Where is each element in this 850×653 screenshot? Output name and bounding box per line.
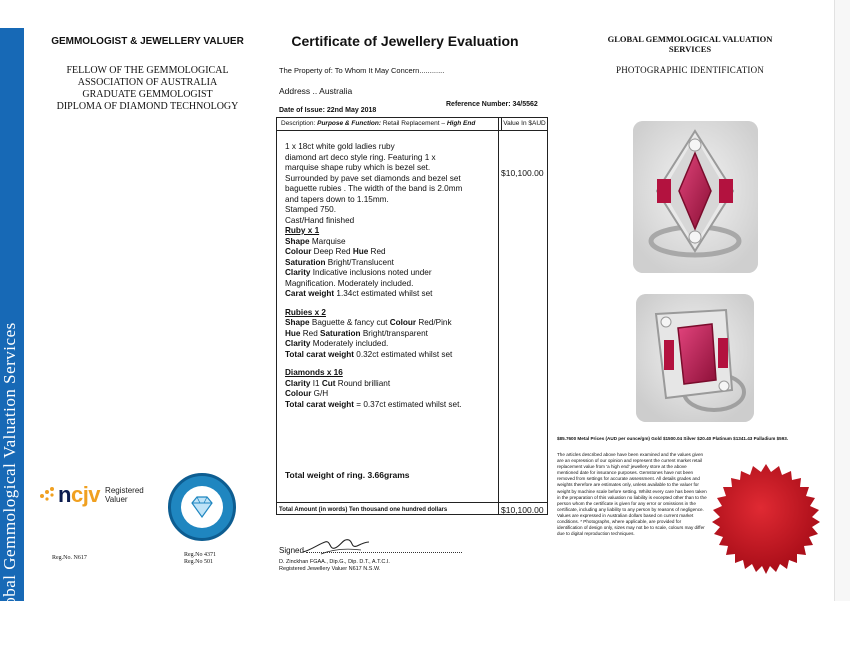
disclaimer-text: The articles described above have been examined and the values given are an expression of our opinion and represent the current market retail replacement value from 'a high end' jewellery store at the above mentioned date for insurance purposes. Gemstones have not been removed from settings for accurate assessment. All details grades and weights therefore are estimates only, unless available to the valuer for weight by machine scale before setting. Whilst every care has been taken in the preparation of this valuation no liability is excepted other than to the person whom the certificate is given for any error or omissions in the certificate, including any liability to any person by reasons of negligence. Values are expressed in Australian dollars based on current market conditions. * Photographs, where applicable, are provided for identification of design only, sizes may not be to scale, colours may differ due to digital reproduction techniques.: [557, 452, 707, 537]
signature-line: [279, 546, 462, 555]
metal-prices: $85.7600 Metal Prices (AUD per ounce/gm) Gold $1500.04 Silver $20.40 Platinum $1341.43 Palladium $593.: [557, 436, 789, 441]
column-divider: [498, 118, 499, 514]
ruby-clarity-cont: Magnification. Moderately included.: [285, 278, 414, 288]
ncjv-n: n: [58, 482, 71, 507]
company-title-line: SERVICES: [668, 44, 712, 54]
ring-side-view-image: [636, 294, 754, 422]
reg-no-right: [184, 552, 216, 566]
desc-line: 1 x 18ct white gold ladies ruby: [285, 142, 395, 151]
signed-label: Signed: [279, 546, 304, 555]
spacer: [285, 360, 497, 368]
signer-line: Registered Jewellery Valuer N617 N.S.W.: [279, 566, 381, 572]
property-line: The Property of: To Whom It May Concern............: [279, 66, 445, 75]
total-row: [277, 502, 547, 517]
sidebar-band: [0, 28, 24, 624]
diamonds-carat: Total carat weight = 0.37ct estimated whilst set.: [285, 399, 462, 409]
total-in-words: Total Amount (in words) Ten thousand one hundred dollars: [279, 507, 448, 513]
rubies-carat: Total carat weight 0.32ct estimated whilst set: [285, 349, 453, 359]
item-description: [285, 142, 497, 410]
ncjv-cjv: cjv: [70, 482, 101, 507]
total-ring-weight: Total weight of ring. 3.66grams: [285, 470, 410, 480]
desc-line: diamond art deco style ring. Featuring 1 x: [285, 152, 436, 162]
next-page-edge: [834, 0, 850, 601]
signer-details: [279, 559, 390, 573]
ncjv-subtitle: [105, 486, 144, 504]
total-value: $10,100.00: [501, 505, 544, 515]
spacer: [285, 300, 497, 308]
ring-photo-side: [636, 294, 754, 422]
ruby-shape: Shape Marquise: [285, 236, 346, 246]
header-value: Value In $AUD: [501, 118, 547, 130]
ncjv-sub-line: Registered: [105, 486, 144, 495]
company-title: [594, 34, 786, 54]
date-of-issue: Date of Issue: 22nd May 2018: [279, 107, 377, 114]
reg-no-left: Reg.No. N617: [52, 555, 87, 561]
company-title-line: GLOBAL GEMMOLOGICAL VALUATION: [607, 34, 773, 44]
valuer-panel: [40, 36, 255, 113]
red-wax-seal: [707, 460, 825, 578]
signer-line: D. Zinckhan FGAA., Dip.G., Dip. D.T., A.T.C.I.: [279, 559, 390, 565]
photographic-id-heading: PHOTOGRAPHIC IDENTIFICATION: [616, 65, 764, 75]
rubies-hue: Hue Red Saturation Bright/transparent: [285, 328, 428, 338]
ruby-saturation: Saturation Bright/Translucent: [285, 257, 394, 267]
desc-line: Stamped 750.: [285, 205, 336, 214]
rubies-shape: Shape Baguette & fancy cut Colour Red/Pink: [285, 318, 452, 327]
diamonds-colour: Colour G/H: [285, 389, 329, 398]
ncjv-wordmark: [58, 482, 100, 508]
ncjv-sub-line: Valuer: [105, 495, 128, 504]
valuer-title: GEMMOLOGIST & JEWELLERY VALUER: [51, 36, 244, 47]
reference-number: Reference Number: 34/5562: [446, 101, 538, 108]
address-line: Address .. Australia: [279, 86, 353, 96]
desc-line: Cast/Hand finished: [285, 215, 355, 225]
credential-line: DIPLOMA OF DIAMOND TECHNOLOGY: [56, 101, 239, 112]
diamond-icon: [187, 495, 217, 519]
ruby-clarity: Clarity Indicative inclusions noted under: [285, 268, 432, 277]
sidebar-text: Global Gemmological Valuation Services: [0, 322, 19, 624]
diamonds-heading: Diamonds x 16: [285, 368, 343, 377]
ncjv-dots-icon: [38, 486, 58, 504]
ring-top-view-image: [633, 121, 758, 273]
credential-line: GRADUATE GEMMOLOGIST: [82, 89, 213, 100]
rubies-heading: Rubies x 2: [285, 307, 326, 317]
credentials: [40, 65, 255, 113]
handwritten-signature: [301, 534, 371, 556]
ruby-heading: Ruby x 1: [285, 226, 320, 235]
desc-line: baguette rubies . The width of the band is 2.0mm: [285, 184, 463, 193]
diamonds-clarity: Clarity I1 Cut Round brilliant: [285, 378, 391, 388]
gemmological-association-seal: [168, 473, 236, 541]
reg-line: Reg.No 4371: [184, 552, 216, 558]
ncjv-logo: [38, 482, 144, 508]
header-description: Description: Purpose & Function: Retail Replacement – High End: [281, 120, 476, 127]
desc-line: Surrounded by pave set diamonds and bezel set: [285, 173, 461, 183]
credential-line: ASSOCIATION OF AUSTRALIA: [77, 77, 218, 88]
item-value: $10,100.00: [501, 168, 544, 178]
ruby-carat: Carat weight 1.34ct estimated whilst set: [285, 289, 433, 298]
rubies-clarity: Clarity Moderately included.: [285, 339, 389, 348]
certificate-title: Certificate of Jewellery Evaluation: [291, 33, 519, 49]
reg-line: Reg.No 501: [184, 559, 213, 565]
desc-line: marquise shape ruby which is bezel set.: [285, 163, 431, 172]
ring-photo-top: [633, 121, 758, 273]
ruby-colour: Colour Deep Red Hue Red: [285, 247, 386, 256]
desc-line: and tapers down to 1.15mm.: [285, 194, 389, 204]
credential-line: FELLOW OF THE GEMMOLOGICAL: [66, 65, 229, 76]
table-header: [277, 118, 547, 131]
